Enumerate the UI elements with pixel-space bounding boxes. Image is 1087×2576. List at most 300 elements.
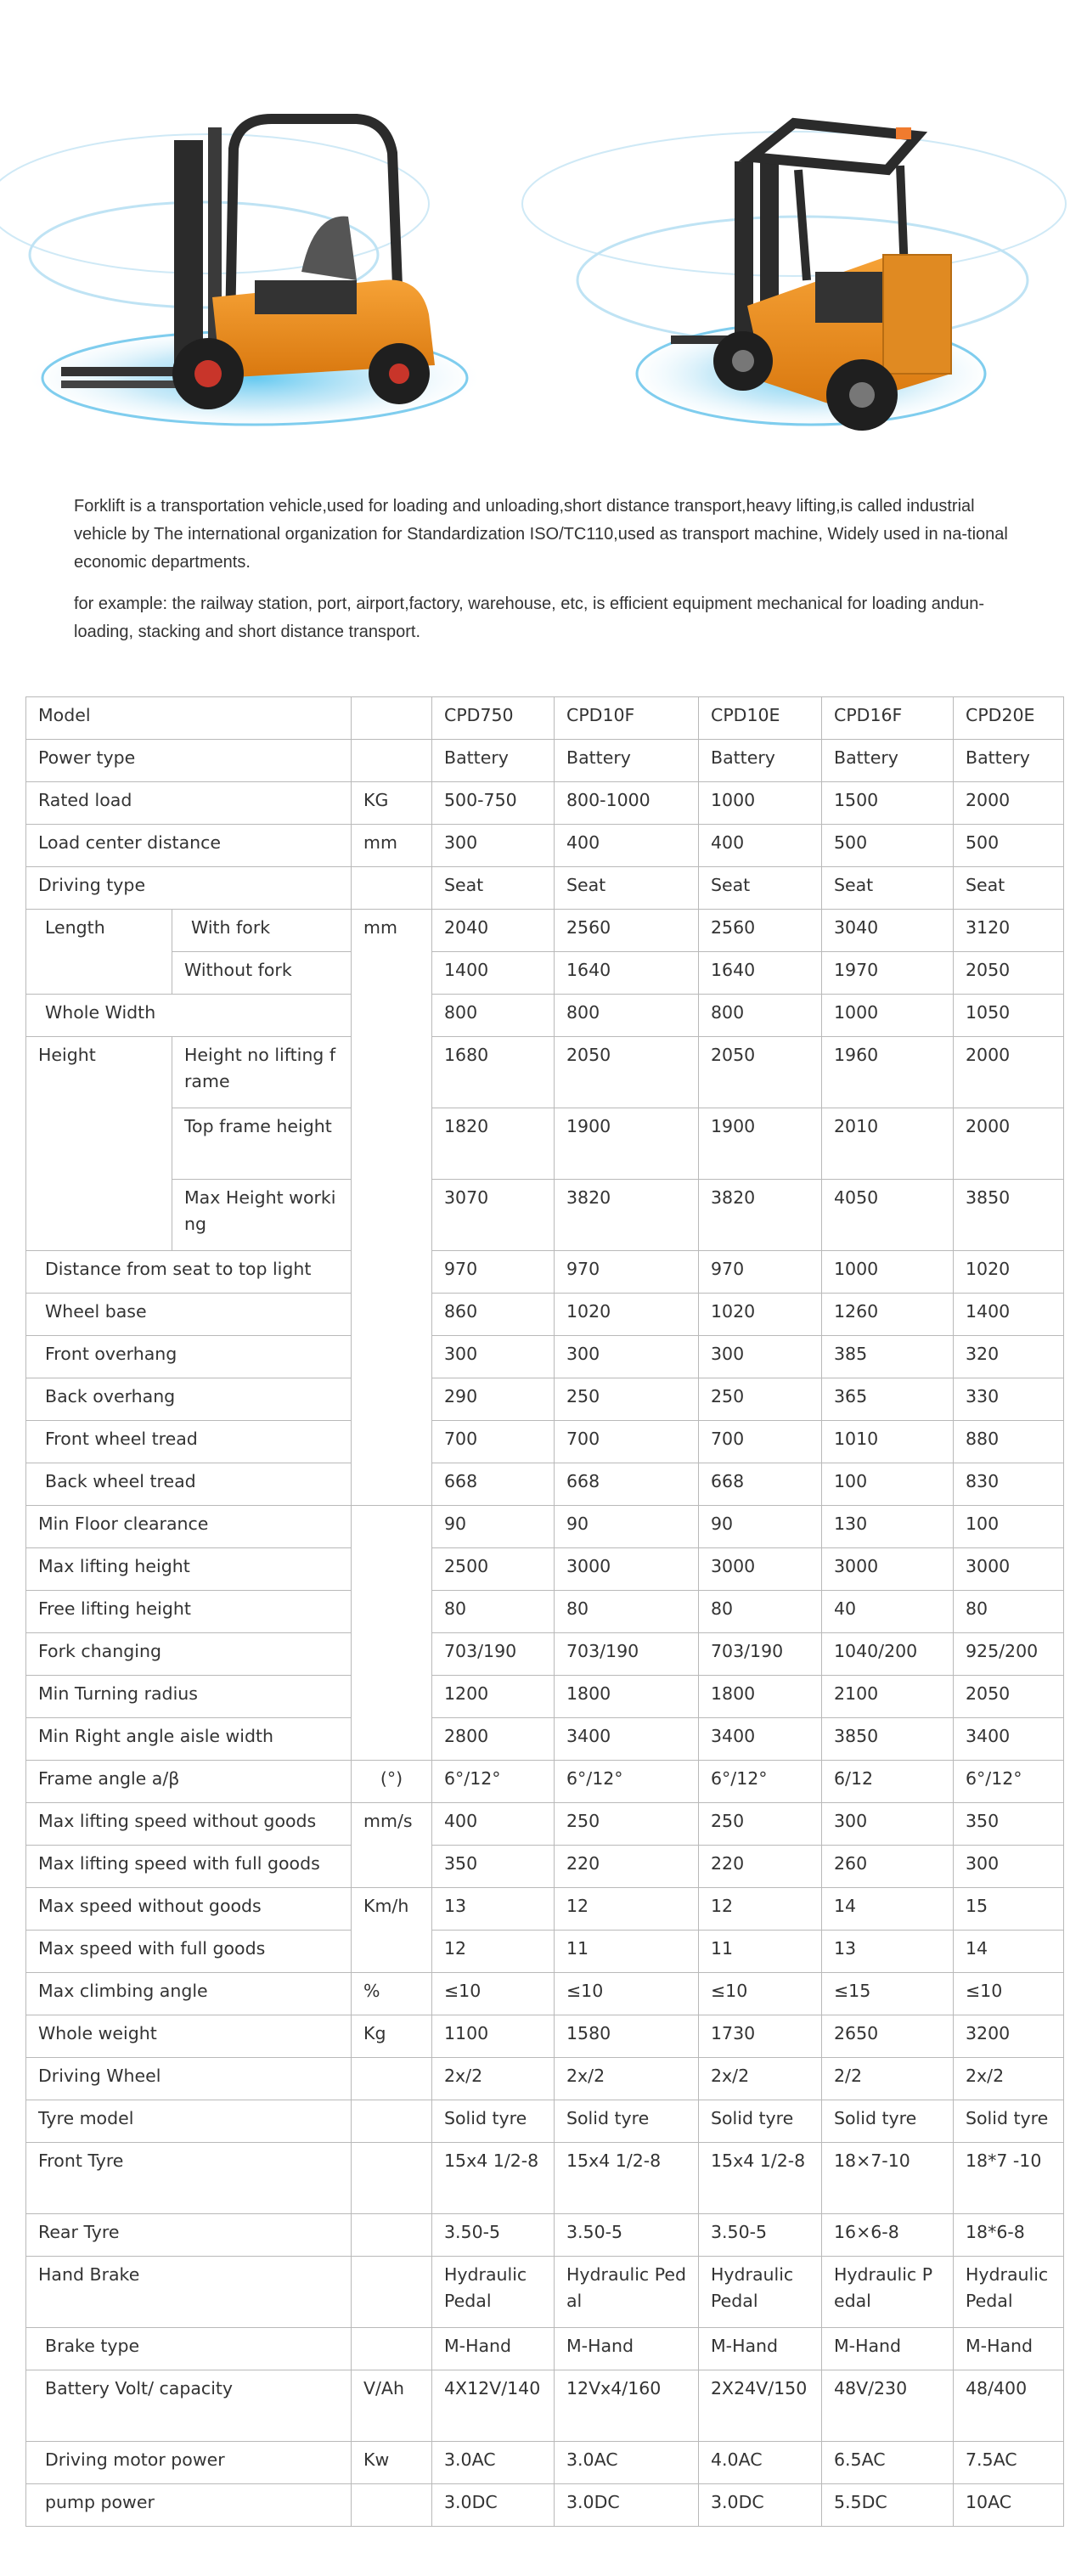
value-cell: 880 — [954, 1421, 1064, 1463]
value-cell: 668 — [699, 1463, 822, 1506]
table-row-tyre-model — [26, 2100, 1064, 2143]
value-cell: 3000 — [555, 1548, 699, 1591]
value-cell: 1900 — [555, 1108, 699, 1180]
value-cell: 970 — [555, 1251, 699, 1294]
row-unit — [352, 1506, 432, 1761]
row-unit — [352, 697, 432, 740]
value-cell: 3000 — [822, 1548, 954, 1591]
value-cell: 2560 — [699, 910, 822, 952]
row-unit: V/Ah — [352, 2370, 432, 2442]
row-label: Hand Brake — [26, 2257, 352, 2328]
row-label: Model — [26, 697, 352, 740]
table-row-back-tread — [26, 1463, 1064, 1506]
value-cell: ≤10 — [555, 1973, 699, 2015]
value-cell: 700 — [555, 1421, 699, 1463]
row-unit: KG — [352, 782, 432, 825]
row-label: Max lifting speed without goods — [26, 1803, 352, 1846]
row-label: Back wheel tread — [26, 1463, 352, 1506]
table-row-length-with-fork — [26, 910, 1064, 952]
value-cell: M-Hand — [555, 2328, 699, 2370]
value-cell: 220 — [699, 1846, 822, 1888]
value-cell: 400 — [432, 1803, 555, 1846]
value-cell: 800 — [699, 995, 822, 1037]
value-cell: 15 — [954, 1888, 1064, 1931]
value-cell: 290 — [432, 1378, 555, 1421]
value-cell: 1400 — [432, 952, 555, 995]
value-cell: 2x/2 — [954, 2058, 1064, 2100]
value-cell: 1730 — [699, 2015, 822, 2058]
left-forklift — [0, 119, 480, 429]
row-label: Free lifting height — [26, 1591, 352, 1633]
table-row-back-overhang — [26, 1378, 1064, 1421]
value-cell: 3.50-5 — [432, 2214, 555, 2257]
table-row-floor-clearance — [26, 1506, 1064, 1548]
value-cell: 2000 — [954, 1108, 1064, 1180]
row-unit: Kg — [352, 2015, 432, 2058]
row-sublabel: Max Height working — [172, 1180, 352, 1251]
table-row-driving-wheel — [26, 2058, 1064, 2100]
row-label: Min Floor clearance — [26, 1506, 352, 1548]
value-cell: 11 — [699, 1931, 822, 1973]
value-cell: 830 — [954, 1463, 1064, 1506]
value-cell: 2010 — [822, 1108, 954, 1180]
value-cell: 18*6-8 — [954, 2214, 1064, 2257]
value-cell: 3120 — [954, 910, 1064, 952]
intro-paragraph-1: Forklift is a transportation vehicle,used for loading and unloading,short distance transport,heavy lifting,is called industrial vehicle by The international organization for Standardization ISO/TC110,used as transport machine, Widely used in na-tional economic departments. — [74, 497, 1008, 572]
value-cell: 1820 — [432, 1108, 555, 1180]
value-cell: Solid tyre — [954, 2100, 1064, 2143]
value-cell: 3.50-5 — [555, 2214, 699, 2257]
value-cell: 10AC — [954, 2484, 1064, 2527]
value-cell: 7.5AC — [954, 2442, 1064, 2484]
value-cell: 300 — [555, 1336, 699, 1378]
value-cell: 3.0AC — [432, 2442, 555, 2484]
value-cell: 6/12 — [822, 1761, 954, 1803]
row-label: Distance from seat to top light — [26, 1251, 352, 1294]
value-cell: Solid tyre — [822, 2100, 954, 2143]
value-cell: 1010 — [822, 1421, 954, 1463]
table-row-pump-power — [26, 2484, 1064, 2527]
intro-paragraph-2: for example: the railway station, port, airport,factory, warehouse, etc, is efficient equipment mechanical for loading andun-loading, stacking and short distance transport. — [74, 595, 985, 641]
value-cell: 12 — [555, 1888, 699, 1931]
value-cell: 12 — [432, 1931, 555, 1973]
value-cell: 2050 — [954, 952, 1064, 995]
table-row-free-lifting-height — [26, 1591, 1064, 1633]
value-cell: 3.0AC — [555, 2442, 699, 2484]
row-unit — [352, 867, 432, 910]
value-cell: 1200 — [432, 1676, 555, 1718]
value-cell: 250 — [555, 1378, 699, 1421]
value-cell: Hydraulic Pedal — [954, 2257, 1064, 2328]
value-cell: 3.0DC — [432, 2484, 555, 2527]
table-row-lift-speed-empty — [26, 1803, 1064, 1846]
table-row-rated-load — [26, 782, 1064, 825]
value-cell: 1000 — [822, 1251, 954, 1294]
value-cell: Solid tyre — [432, 2100, 555, 2143]
value-cell: 15x4 1/2-8 — [699, 2143, 822, 2214]
value-cell: 15x4 1/2-8 — [555, 2143, 699, 2214]
value-cell: 80 — [699, 1591, 822, 1633]
value-cell: ≤10 — [432, 1973, 555, 2015]
row-unit: mm — [352, 825, 432, 867]
value-cell: 130 — [822, 1506, 954, 1548]
value-cell: 250 — [699, 1378, 822, 1421]
value-cell: 2x/2 — [555, 2058, 699, 2100]
value-cell: 703/190 — [699, 1633, 822, 1676]
row-unit: mm — [352, 910, 432, 1506]
value-cell: M-Hand — [699, 2328, 822, 2370]
value-cell: 700 — [699, 1421, 822, 1463]
value-cell: 3850 — [954, 1180, 1064, 1251]
value-cell: 350 — [432, 1846, 555, 1888]
row-group-label: Height — [26, 1037, 172, 1251]
value-cell: M-Hand — [954, 2328, 1064, 2370]
table-row-rear-tyre — [26, 2214, 1064, 2257]
row-sublabel: Height no lifting frame — [172, 1037, 352, 1108]
table-row-top-frame-height — [26, 1108, 1064, 1180]
table-row-motor-power — [26, 2442, 1064, 2484]
value-cell: 3400 — [954, 1718, 1064, 1761]
row-unit: Km/h — [352, 1888, 432, 1973]
table-row-height-no-lifting — [26, 1037, 1064, 1108]
value-cell: Hydraulic Pedal — [555, 2257, 699, 2328]
row-label: Max speed with full goods — [26, 1931, 352, 1973]
value-cell: 90 — [699, 1506, 822, 1548]
value-cell: 300 — [432, 825, 555, 867]
value-cell: 320 — [954, 1336, 1064, 1378]
row-label: Tyre model — [26, 2100, 352, 2143]
row-label: Driving motor power — [26, 2442, 352, 2484]
value-cell: 6°/12° — [954, 1761, 1064, 1803]
value-cell: 90 — [432, 1506, 555, 1548]
row-unit — [352, 740, 432, 782]
value-cell: Battery — [699, 740, 822, 782]
row-unit: (°) — [352, 1761, 432, 1803]
value-cell: 330 — [954, 1378, 1064, 1421]
value-cell: Seat — [822, 867, 954, 910]
model-cell: CPD16F — [822, 697, 954, 740]
table-row-lift-speed-full — [26, 1846, 1064, 1888]
value-cell: 12 — [699, 1888, 822, 1931]
row-label: Front wheel tread — [26, 1421, 352, 1463]
value-cell: 300 — [699, 1336, 822, 1378]
value-cell: 3820 — [555, 1180, 699, 1251]
value-cell: Hydraulic Pedal — [432, 2257, 555, 2328]
value-cell: 2000 — [954, 782, 1064, 825]
table-row-speed-full — [26, 1931, 1064, 1973]
value-cell: 3.0DC — [699, 2484, 822, 2527]
value-cell: 4X12V/140 — [432, 2370, 555, 2442]
forklift-images — [0, 0, 1087, 459]
value-cell: 3070 — [432, 1180, 555, 1251]
value-cell: 970 — [699, 1251, 822, 1294]
value-cell: 13 — [822, 1931, 954, 1973]
model-cell: CPD20E — [954, 697, 1064, 740]
row-label: Battery Volt/ capacity — [26, 2370, 352, 2442]
value-cell: 500-750 — [432, 782, 555, 825]
right-forklift — [522, 123, 1066, 431]
value-cell: 1000 — [699, 782, 822, 825]
table-row-hand-brake — [26, 2257, 1064, 2328]
table-row-fork-changing — [26, 1633, 1064, 1676]
value-cell: Hydraulic Pedal — [822, 2257, 954, 2328]
value-cell: 6.5AC — [822, 2442, 954, 2484]
table-row-max-lifting-height — [26, 1548, 1064, 1591]
table-row-front-tread — [26, 1421, 1064, 1463]
row-unit: % — [352, 1973, 432, 2015]
table-row-length-without-fork — [26, 952, 1064, 995]
row-unit: Kw — [352, 2442, 432, 2484]
row-label: Brake type — [26, 2328, 352, 2370]
value-cell: Battery — [822, 740, 954, 782]
value-cell: 14 — [954, 1931, 1064, 1973]
table-row-whole-weight — [26, 2015, 1064, 2058]
value-cell: 1040/200 — [822, 1633, 954, 1676]
row-label: Wheel base — [26, 1294, 352, 1336]
value-cell: 1100 — [432, 2015, 555, 2058]
value-cell: 3000 — [699, 1548, 822, 1591]
value-cell: 6°/12° — [699, 1761, 822, 1803]
row-label: Whole Width — [26, 995, 352, 1037]
row-sublabel: Without fork — [172, 952, 352, 995]
table-row-seat-to-light — [26, 1251, 1064, 1294]
table-row-power-type — [26, 740, 1064, 782]
value-cell: 800 — [432, 995, 555, 1037]
table-row-aisle-width — [26, 1718, 1064, 1761]
value-cell: 1640 — [555, 952, 699, 995]
value-cell: 15x4 1/2-8 — [432, 2143, 555, 2214]
intro-text — [74, 493, 1025, 660]
value-cell: 1580 — [555, 2015, 699, 2058]
row-label: Back overhang — [26, 1378, 352, 1421]
value-cell: Solid tyre — [555, 2100, 699, 2143]
row-unit — [352, 2143, 432, 2214]
value-cell: 100 — [954, 1506, 1064, 1548]
value-cell: 800 — [555, 995, 699, 1037]
value-cell: 970 — [432, 1251, 555, 1294]
value-cell: 3040 — [822, 910, 954, 952]
value-cell: 2x/2 — [432, 2058, 555, 2100]
value-cell: 400 — [699, 825, 822, 867]
value-cell: 1680 — [432, 1037, 555, 1108]
row-label: Driving Wheel — [26, 2058, 352, 2100]
value-cell: Seat — [954, 867, 1064, 910]
value-cell: 2X24V/150 — [699, 2370, 822, 2442]
value-cell: 80 — [954, 1591, 1064, 1633]
value-cell: 2050 — [555, 1037, 699, 1108]
value-cell: 2050 — [699, 1037, 822, 1108]
table-row-battery — [26, 2370, 1064, 2442]
table-row-wheel-base — [26, 1294, 1064, 1336]
table-row-load-center — [26, 825, 1064, 867]
value-cell: 48/400 — [954, 2370, 1064, 2442]
row-label: Max climbing angle — [26, 1973, 352, 2015]
row-unit — [352, 2214, 432, 2257]
value-cell: 5.5DC — [822, 2484, 954, 2527]
model-cell: CPD10F — [555, 697, 699, 740]
row-unit — [352, 2257, 432, 2328]
value-cell: 4.0AC — [699, 2442, 822, 2484]
row-label: Rear Tyre — [26, 2214, 352, 2257]
value-cell: 2800 — [432, 1718, 555, 1761]
table-row-brake-type — [26, 2328, 1064, 2370]
value-cell: 1970 — [822, 952, 954, 995]
value-cell: Battery — [954, 740, 1064, 782]
value-cell: 3400 — [699, 1718, 822, 1761]
value-cell: 500 — [822, 825, 954, 867]
value-cell: 1000 — [822, 995, 954, 1037]
table-row-whole-width — [26, 995, 1064, 1037]
value-cell: 2050 — [954, 1676, 1064, 1718]
value-cell: 250 — [555, 1803, 699, 1846]
value-cell: 2650 — [822, 2015, 954, 2058]
value-cell: 1020 — [954, 1251, 1064, 1294]
row-unit — [352, 2058, 432, 2100]
value-cell: 1020 — [555, 1294, 699, 1336]
row-unit: mm/s — [352, 1803, 432, 1888]
value-cell: 250 — [699, 1803, 822, 1846]
table-row-front-tyre — [26, 2143, 1064, 2214]
row-label: Fork changing — [26, 1633, 352, 1676]
row-group-label: Length — [26, 910, 172, 995]
value-cell: 18×7-10 — [822, 2143, 954, 2214]
value-cell: 6°/12° — [432, 1761, 555, 1803]
value-cell: ≤10 — [954, 1973, 1064, 2015]
table-row-speed-empty — [26, 1888, 1064, 1931]
row-label: Frame angle a/β — [26, 1761, 352, 1803]
value-cell: 500 — [954, 825, 1064, 867]
row-label: Max speed without goods — [26, 1888, 352, 1931]
value-cell: 2500 — [432, 1548, 555, 1591]
value-cell: 703/190 — [555, 1633, 699, 1676]
row-label: pump power — [26, 2484, 352, 2527]
value-cell: 3000 — [954, 1548, 1064, 1591]
value-cell: 13 — [432, 1888, 555, 1931]
value-cell: 4050 — [822, 1180, 954, 1251]
value-cell: M-Hand — [822, 2328, 954, 2370]
model-cell: CPD10E — [699, 697, 822, 740]
table-row-driving-type — [26, 867, 1064, 910]
value-cell: ≤15 — [822, 1973, 954, 2015]
value-cell: 1260 — [822, 1294, 954, 1336]
row-label: Front Tyre — [26, 2143, 352, 2214]
value-cell: 703/190 — [432, 1633, 555, 1676]
value-cell: 1400 — [954, 1294, 1064, 1336]
row-label: Front overhang — [26, 1336, 352, 1378]
product-hero — [0, 0, 1087, 459]
value-cell: Seat — [555, 867, 699, 910]
value-cell: 12Vx4/160 — [555, 2370, 699, 2442]
value-cell: 3.0DC — [555, 2484, 699, 2527]
value-cell: 1640 — [699, 952, 822, 995]
value-cell: 14 — [822, 1888, 954, 1931]
value-cell: 3.50-5 — [699, 2214, 822, 2257]
value-cell: 18*7 -10 — [954, 2143, 1064, 2214]
value-cell: 700 — [432, 1421, 555, 1463]
value-cell: 1960 — [822, 1037, 954, 1108]
value-cell: Battery — [555, 740, 699, 782]
value-cell: 668 — [555, 1463, 699, 1506]
value-cell: 100 — [822, 1463, 954, 1506]
value-cell: 40 — [822, 1591, 954, 1633]
value-cell: ≤10 — [699, 1973, 822, 2015]
value-cell: 2100 — [822, 1676, 954, 1718]
value-cell: 2/2 — [822, 2058, 954, 2100]
value-cell: 48V/230 — [822, 2370, 954, 2442]
table-row-climbing-angle — [26, 1973, 1064, 2015]
value-cell: Seat — [432, 867, 555, 910]
row-label: Max lifting speed with full goods — [26, 1846, 352, 1888]
value-cell: 2040 — [432, 910, 555, 952]
row-label: Min Right angle aisle width — [26, 1718, 352, 1761]
value-cell: 668 — [432, 1463, 555, 1506]
spec-table — [25, 696, 1064, 2527]
value-cell: 800-1000 — [555, 782, 699, 825]
value-cell: 350 — [954, 1803, 1064, 1846]
value-cell: 80 — [555, 1591, 699, 1633]
row-label: Min Turning radius — [26, 1676, 352, 1718]
table-row-front-overhang — [26, 1336, 1064, 1378]
value-cell: 300 — [432, 1336, 555, 1378]
value-cell: 385 — [822, 1336, 954, 1378]
table-row-turning-radius — [26, 1676, 1064, 1718]
value-cell: 300 — [822, 1803, 954, 1846]
value-cell: 11 — [555, 1931, 699, 1973]
row-sublabel: With fork — [172, 910, 352, 952]
value-cell: 1020 — [699, 1294, 822, 1336]
row-label: Load center distance — [26, 825, 352, 867]
row-unit — [352, 2328, 432, 2370]
model-cell: CPD750 — [432, 697, 555, 740]
table-row-frame-angle — [26, 1761, 1064, 1803]
value-cell: 1500 — [822, 782, 954, 825]
value-cell: Hydraulic Pedal — [699, 2257, 822, 2328]
value-cell: M-Hand — [432, 2328, 555, 2370]
value-cell: 2x/2 — [699, 2058, 822, 2100]
value-cell: 300 — [954, 1846, 1064, 1888]
row-sublabel: Top frame height — [172, 1108, 352, 1180]
value-cell: 3400 — [555, 1718, 699, 1761]
value-cell: 6°/12° — [555, 1761, 699, 1803]
value-cell: 3850 — [822, 1718, 954, 1761]
row-label: Max lifting height — [26, 1548, 352, 1591]
row-label: Driving type — [26, 867, 352, 910]
table-row-model — [26, 697, 1064, 740]
row-label: Whole weight — [26, 2015, 352, 2058]
value-cell: 1800 — [699, 1676, 822, 1718]
row-unit — [352, 2484, 432, 2527]
value-cell: 365 — [822, 1378, 954, 1421]
value-cell: 260 — [822, 1846, 954, 1888]
table-row-max-height-working — [26, 1180, 1064, 1251]
value-cell: 1800 — [555, 1676, 699, 1718]
value-cell: 925/200 — [954, 1633, 1064, 1676]
row-unit — [352, 2100, 432, 2143]
value-cell: Solid tyre — [699, 2100, 822, 2143]
value-cell: 80 — [432, 1591, 555, 1633]
value-cell: 3820 — [699, 1180, 822, 1251]
value-cell: 1900 — [699, 1108, 822, 1180]
row-label: Rated load — [26, 782, 352, 825]
value-cell: 1050 — [954, 995, 1064, 1037]
value-cell: 16×6-8 — [822, 2214, 954, 2257]
value-cell: 90 — [555, 1506, 699, 1548]
row-label: Power type — [26, 740, 352, 782]
value-cell: 860 — [432, 1294, 555, 1336]
value-cell: 400 — [555, 825, 699, 867]
value-cell: 220 — [555, 1846, 699, 1888]
value-cell: 2560 — [555, 910, 699, 952]
